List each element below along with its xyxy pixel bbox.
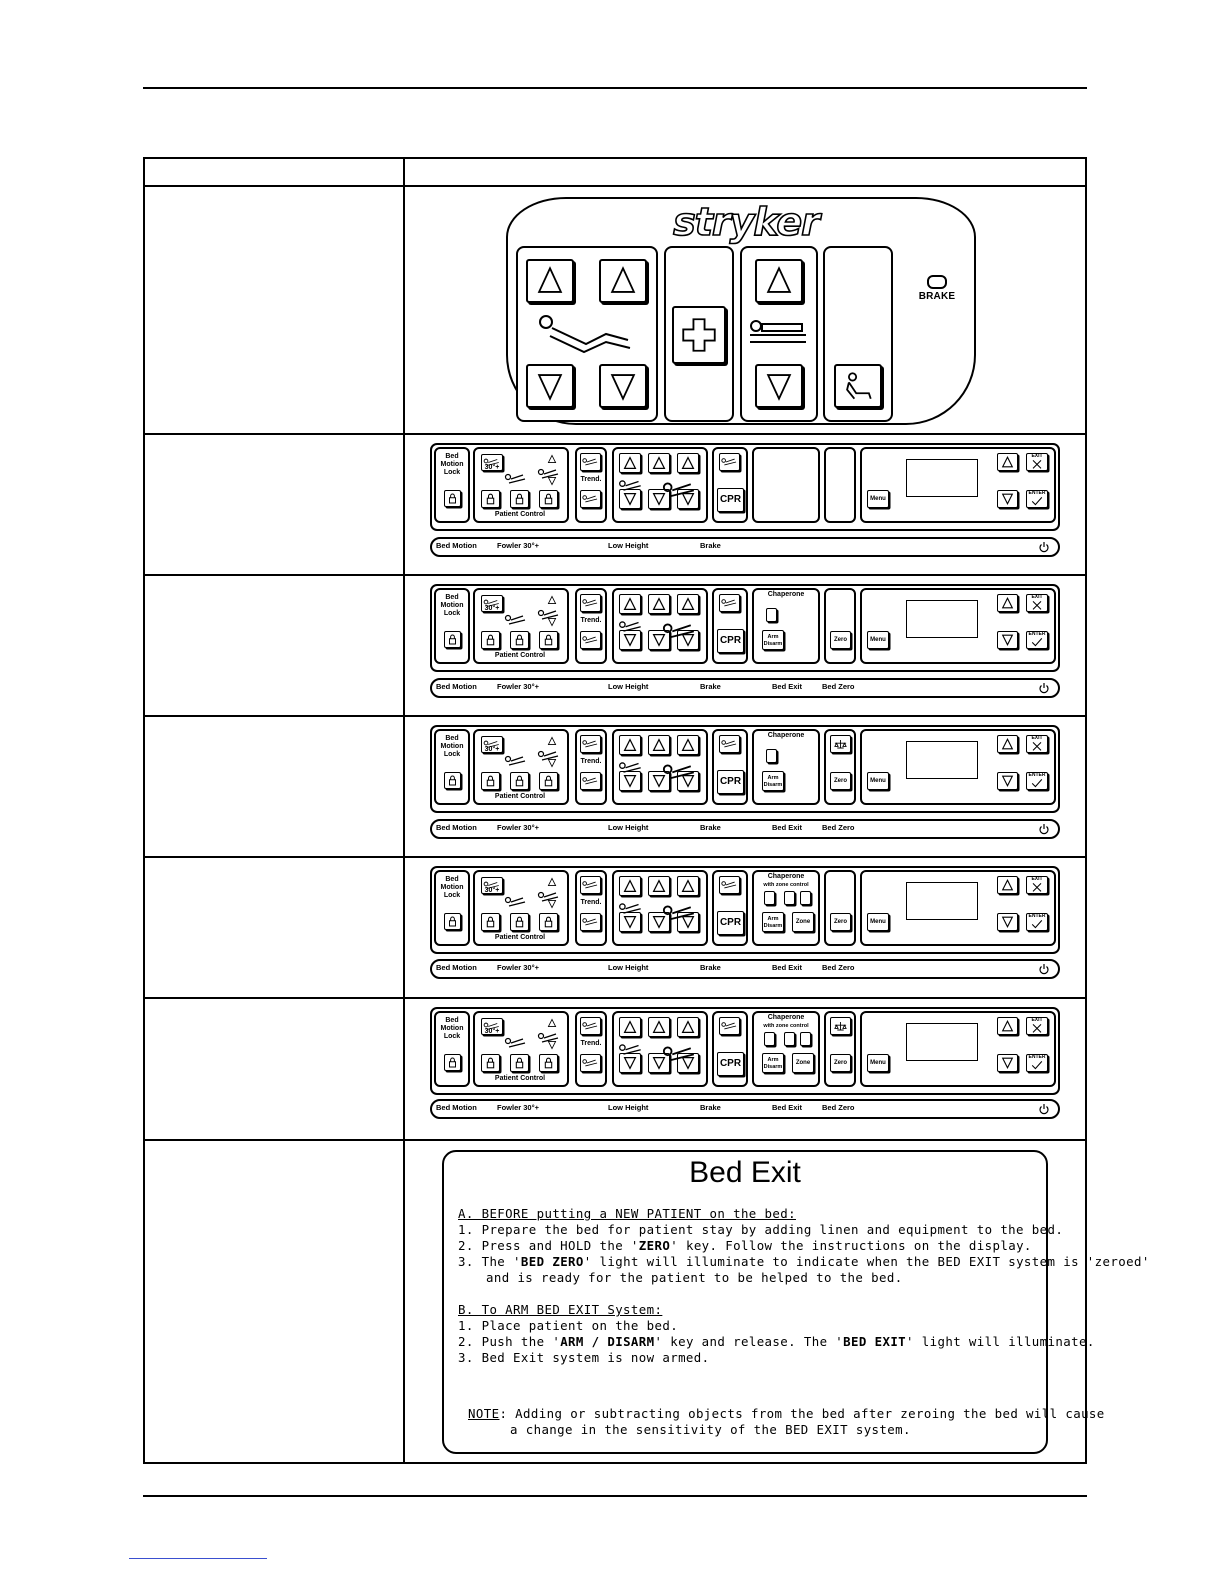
panel-section <box>824 447 856 523</box>
motion-up-button-3[interactable] <box>677 1017 699 1037</box>
zone-indicator-3 <box>800 891 811 905</box>
fowler-30-label: 30°+ <box>484 464 500 471</box>
enter-label: ENTER <box>1028 772 1046 778</box>
bed-motion-lock-label: Bed Motion Lock <box>440 1017 464 1040</box>
bed-exit-instruction-label <box>442 1150 1150 1454</box>
exit-label: EXIT <box>1031 735 1043 741</box>
table-row-divider <box>143 574 1087 576</box>
bed-zero-status: Bed Zero <box>822 823 855 832</box>
brake-label: BRAKE <box>918 291 956 302</box>
menu-button[interactable]: Menu <box>867 772 889 790</box>
knee-gatch-icon <box>660 898 700 910</box>
nav-up-button[interactable] <box>997 876 1018 894</box>
patient-lockout-button-3[interactable] <box>539 1054 558 1072</box>
patient-lockout-button-1[interactable] <box>481 490 500 508</box>
scale-button[interactable] <box>830 735 851 753</box>
motion-up-button-2[interactable] <box>648 1017 670 1037</box>
power-icon <box>1038 681 1050 693</box>
zone-indicator-2 <box>784 1032 795 1046</box>
cpr-button[interactable]: CPR <box>717 911 744 935</box>
chaperone-label: Chaperone <box>767 873 805 880</box>
bed-motion-lock-label: Bed Motion Lock <box>440 735 464 758</box>
brake-status: Brake <box>700 541 721 550</box>
step-a3-continued: and is ready for the patient to be helped to the bed. <box>486 1270 903 1285</box>
lcd-display <box>906 882 978 920</box>
power-icon <box>1038 1102 1050 1114</box>
bed-flat-icon <box>617 475 645 487</box>
bed-zero-status: Bed Zero <box>822 682 855 691</box>
down-arrow-icon <box>546 756 558 768</box>
step-a2: 2. Press and HOLD the 'ZERO' key. Follow the instructions on the display. <box>458 1238 1032 1253</box>
bed-exit-status: Bed Exit <box>772 963 803 972</box>
knee-gatch-icon <box>660 616 700 628</box>
up-arrow-icon <box>546 875 558 887</box>
bed-exit-status: Bed Exit <box>772 682 803 691</box>
motion-up-button-3[interactable] <box>677 453 699 473</box>
fowler-status: Fowler 30°+ <box>497 963 539 972</box>
table-row-divider <box>143 997 1087 999</box>
trendelenburg-button[interactable] <box>580 594 601 612</box>
fowler-patient-icon <box>536 312 636 356</box>
chaperone-label: Chaperone <box>767 732 805 739</box>
cpr-button[interactable]: CPR <box>717 770 744 794</box>
power-icon <box>1038 962 1050 974</box>
table-row-divider <box>143 856 1087 858</box>
enter-label: ENTER <box>1028 631 1046 637</box>
zero-button[interactable]: Zero <box>830 631 851 649</box>
bed-flat-icon <box>536 464 562 474</box>
motion-up-button-2[interactable] <box>648 735 670 755</box>
patient-lockout-button-3[interactable] <box>539 631 558 649</box>
patient-lockout-button-2[interactable] <box>510 913 529 931</box>
trendelenburg-button[interactable] <box>580 1017 601 1035</box>
trendelenburg-button[interactable] <box>580 453 601 471</box>
brand-logo: stryker <box>673 200 819 244</box>
patient-recline-icon <box>503 892 529 906</box>
note: NOTE: Adding or subtracting objects from the bed after zeroing the bed will cause <box>468 1406 1105 1421</box>
section-a-heading: A. BEFORE putting a NEW PATIENT on the bed: <box>458 1206 796 1221</box>
patient-lockout-button-1[interactable] <box>481 913 500 931</box>
trend-label: Trend. <box>580 1040 602 1047</box>
patient-lockout-button-1[interactable] <box>481 772 500 790</box>
exit-label: EXIT <box>1031 1017 1043 1023</box>
motion-up-button-1[interactable] <box>619 594 641 614</box>
down-arrow-icon <box>546 897 558 909</box>
chair-button[interactable] <box>719 735 740 753</box>
arm-disarm-button[interactable]: Arm Disarm <box>762 1053 784 1073</box>
reverse-trend-button[interactable] <box>580 490 601 508</box>
patient-recline-icon <box>503 751 529 765</box>
bed-motion-status: Bed Motion <box>436 1103 477 1112</box>
panel-section <box>824 870 856 946</box>
knee-gatch-icon <box>660 1039 700 1051</box>
zone-button[interactable]: Zone <box>792 912 814 932</box>
arm-disarm-button[interactable]: Arm Disarm <box>762 771 784 791</box>
motion-up-button-2[interactable] <box>648 594 670 614</box>
bed-flat-icon <box>536 605 562 615</box>
panel-section <box>752 588 820 664</box>
bed-motion-lock-button[interactable] <box>444 913 461 930</box>
patient-lockout-button-2[interactable] <box>510 490 529 508</box>
patient-recline-icon <box>503 469 529 483</box>
down-arrow-icon <box>546 474 558 486</box>
low-height-status: Low Height <box>608 1103 649 1112</box>
head-down-right-button[interactable] <box>599 364 647 408</box>
bed-zero-status: Bed Zero <box>822 963 855 972</box>
zone-indicator-2 <box>784 891 795 905</box>
patient-recline-icon <box>503 610 529 624</box>
knee-gatch-icon <box>660 757 700 769</box>
nav-down-button[interactable] <box>997 772 1018 790</box>
chaperone-label: Chaperone <box>767 591 805 598</box>
trend-label: Trend. <box>580 617 602 624</box>
bed-zero-status: Bed Zero <box>822 1103 855 1112</box>
brake-status: Brake <box>700 823 721 832</box>
panel-section <box>752 729 820 805</box>
up-arrow-icon <box>546 593 558 605</box>
down-arrow-icon <box>546 1038 558 1050</box>
zone-button[interactable]: Zone <box>792 1053 814 1073</box>
scale-button[interactable] <box>830 1017 851 1035</box>
section-b-heading: B. To ARM BED EXIT System: <box>458 1302 663 1317</box>
bed-motion-lock-label: Bed Motion Lock <box>440 594 464 617</box>
bed-motion-lock-button[interactable] <box>444 772 461 789</box>
down-arrow-icon <box>546 615 558 627</box>
chair-button[interactable] <box>719 453 740 471</box>
lcd-display <box>906 1023 978 1061</box>
trend-label: Trend. <box>580 476 602 483</box>
brake-status: Brake <box>700 1103 721 1112</box>
header-rule <box>143 87 1087 89</box>
motion-up-button-3[interactable] <box>677 876 699 896</box>
patient-control-label: Patient Control <box>494 652 546 659</box>
motion-up-button-1[interactable] <box>619 453 641 473</box>
zone-indicator-1 <box>764 1032 775 1046</box>
menu-button[interactable]: Menu <box>867 490 889 508</box>
bed-exit-indicator <box>766 749 777 763</box>
chair-button[interactable] <box>719 594 740 612</box>
fowler-30-label: 30°+ <box>484 746 500 753</box>
nav-down-button[interactable] <box>997 631 1018 649</box>
step-a3: 3. The 'BED ZERO' light will illuminate to indicate when the BED EXIT system is 'zeroed' <box>458 1254 1150 1269</box>
nav-down-button[interactable] <box>997 490 1018 508</box>
head-up-right-button[interactable] <box>599 259 647 303</box>
patient-lockout-button-1[interactable] <box>481 1054 500 1072</box>
zero-button[interactable]: Zero <box>830 913 851 931</box>
bed-down-button[interactable] <box>755 364 803 408</box>
bed-exit-indicator <box>766 608 777 622</box>
step-b1: 1. Place patient on the bed. <box>458 1318 679 1333</box>
patient-lockout-button-1[interactable] <box>481 631 500 649</box>
step-b2: 2. Push the 'ARM / DISARM' key and release. The 'BED EXIT' light will illuminate. <box>458 1334 1095 1349</box>
brake-indicator-led <box>927 275 947 289</box>
enter-label: ENTER <box>1028 490 1046 496</box>
bed-flat-icon <box>617 616 645 628</box>
lcd-display <box>906 600 978 638</box>
motion-up-button-1[interactable] <box>619 876 641 896</box>
footer-rule <box>143 1495 1087 1497</box>
exit-label: EXIT <box>1031 594 1043 600</box>
cpr-button[interactable]: CPR <box>717 629 744 653</box>
bed-up-button[interactable] <box>755 259 803 303</box>
bed-motion-lock-button[interactable] <box>444 490 461 507</box>
cpr-button[interactable]: CPR <box>717 488 744 512</box>
bed-motion-status: Bed Motion <box>436 963 477 972</box>
nav-up-button[interactable] <box>997 594 1018 612</box>
chaperone-zone-label: with zone control <box>763 882 809 888</box>
knee-gatch-icon <box>660 475 700 487</box>
nav-up-button[interactable] <box>997 453 1018 471</box>
power-icon <box>1038 822 1050 834</box>
bed-flat-icon <box>617 757 645 769</box>
motion-up-button-3[interactable] <box>677 594 699 614</box>
footnote-link-rule <box>129 1558 267 1559</box>
cpr-button[interactable] <box>672 306 726 364</box>
head-down-left-button[interactable] <box>526 364 574 408</box>
zero-button[interactable]: Zero <box>830 1054 851 1072</box>
patient-control-label: Patient Control <box>494 793 546 800</box>
fowler-30-label: 30°+ <box>484 605 500 612</box>
trendelenburg-button[interactable] <box>580 876 601 894</box>
table-header-divider <box>143 185 1087 187</box>
bed-motion-lock-button[interactable] <box>444 1054 461 1071</box>
patient-recline-icon <box>503 1033 529 1047</box>
table-row-divider <box>143 715 1087 717</box>
motion-up-button-2[interactable] <box>648 876 670 896</box>
reverse-trend-button[interactable] <box>580 1054 601 1072</box>
nav-down-button[interactable] <box>997 913 1018 931</box>
patient-control-label: Patient Control <box>494 511 546 518</box>
motion-up-button-1[interactable] <box>619 1017 641 1037</box>
exit-label: EXIT <box>1031 876 1043 882</box>
reverse-trend-button[interactable] <box>580 772 601 790</box>
patient-lockout-button-2[interactable] <box>510 772 529 790</box>
bed-motion-status: Bed Motion <box>436 541 477 550</box>
low-height-status: Low Height <box>608 682 649 691</box>
bed-flat-icon <box>617 1039 645 1051</box>
nav-up-button[interactable] <box>997 1017 1018 1035</box>
zone-indicator-3 <box>800 1032 811 1046</box>
lcd-display <box>906 741 978 779</box>
menu-button[interactable]: Menu <box>867 913 889 931</box>
panel-section <box>824 588 856 664</box>
patient-lockout-button-3[interactable] <box>539 490 558 508</box>
chaperone-zone-label: with zone control <box>763 1023 809 1029</box>
fowler-status: Fowler 30°+ <box>497 823 539 832</box>
chair-position-button[interactable] <box>834 364 882 408</box>
up-arrow-icon <box>546 1016 558 1028</box>
trend-label: Trend. <box>580 758 602 765</box>
bed-motion-status: Bed Motion <box>436 682 477 691</box>
low-height-status: Low Height <box>608 541 649 550</box>
motion-up-button-1[interactable] <box>619 735 641 755</box>
bed-flat-icon <box>617 898 645 910</box>
fowler-status: Fowler 30°+ <box>497 541 539 550</box>
menu-button[interactable]: Menu <box>867 631 889 649</box>
fowler-status: Fowler 30°+ <box>497 1103 539 1112</box>
nav-up-button[interactable] <box>997 735 1018 753</box>
head-up-left-button[interactable] <box>526 259 574 303</box>
table-row-divider <box>143 1139 1087 1141</box>
bed-exit-status: Bed Exit <box>772 823 803 832</box>
bed-exit-title: Bed Exit <box>689 1156 801 1189</box>
bed-flat-icon <box>536 887 562 897</box>
step-a1: 1. Prepare the bed for patient stay by adding linen and equipment to the bed. <box>458 1222 1064 1237</box>
low-height-status: Low Height <box>608 963 649 972</box>
bed-flat-icon <box>536 1028 562 1038</box>
patient-control-label: Patient Control <box>494 934 546 941</box>
bed-motion-status: Bed Motion <box>436 823 477 832</box>
arm-disarm-button[interactable]: Arm Disarm <box>762 630 784 650</box>
enter-label: ENTER <box>1028 1054 1046 1060</box>
chair-button[interactable] <box>719 1017 740 1035</box>
bed-flat-icon <box>536 746 562 756</box>
panel-section <box>752 447 820 523</box>
reverse-trend-button[interactable] <box>580 631 601 649</box>
fowler-status: Fowler 30°+ <box>497 682 539 691</box>
trend-label: Trend. <box>580 899 602 906</box>
menu-button[interactable]: Menu <box>867 1054 889 1072</box>
patient-lockout-button-2[interactable] <box>510 631 529 649</box>
table-row-divider <box>143 433 1087 435</box>
patient-lockout-button-2[interactable] <box>510 1054 529 1072</box>
fowler-30-label: 30°+ <box>484 1028 500 1035</box>
bed-height-icon <box>746 318 810 348</box>
trendelenburg-button[interactable] <box>580 735 601 753</box>
fowler-30-label: 30°+ <box>484 887 500 894</box>
table-column-divider <box>403 157 405 1464</box>
zone-indicator-1 <box>764 891 775 905</box>
low-height-status: Low Height <box>608 823 649 832</box>
zero-button[interactable]: Zero <box>830 772 851 790</box>
bed-motion-lock-label: Bed Motion Lock <box>440 876 464 899</box>
step-b3: 3. Bed Exit system is now armed. <box>458 1350 710 1365</box>
reverse-trend-button[interactable] <box>580 913 601 931</box>
patient-lockout-button-3[interactable] <box>539 772 558 790</box>
note-continued: a change in the sensitivity of the BED EXIT system. <box>510 1422 911 1437</box>
motion-up-button-3[interactable] <box>677 735 699 755</box>
bed-motion-lock-label: Bed Motion Lock <box>440 453 464 476</box>
chair-button[interactable] <box>719 876 740 894</box>
enter-label: ENTER <box>1028 913 1046 919</box>
motion-up-button-2[interactable] <box>648 453 670 473</box>
arm-disarm-button[interactable]: Arm Disarm <box>762 912 784 932</box>
patient-control-label: Patient Control <box>494 1075 546 1082</box>
brake-status: Brake <box>700 963 721 972</box>
up-arrow-icon <box>546 734 558 746</box>
bed-exit-status: Bed Exit <box>772 1103 803 1112</box>
chaperone-label: Chaperone <box>767 1014 805 1021</box>
up-arrow-icon <box>546 452 558 464</box>
lcd-display <box>906 459 978 497</box>
exit-label: EXIT <box>1031 453 1043 459</box>
nav-down-button[interactable] <box>997 1054 1018 1072</box>
brake-status: Brake <box>700 682 721 691</box>
cpr-button[interactable]: CPR <box>717 1052 744 1076</box>
power-icon <box>1038 540 1050 552</box>
patient-lockout-button-3[interactable] <box>539 913 558 931</box>
bed-motion-lock-button[interactable] <box>444 631 461 648</box>
